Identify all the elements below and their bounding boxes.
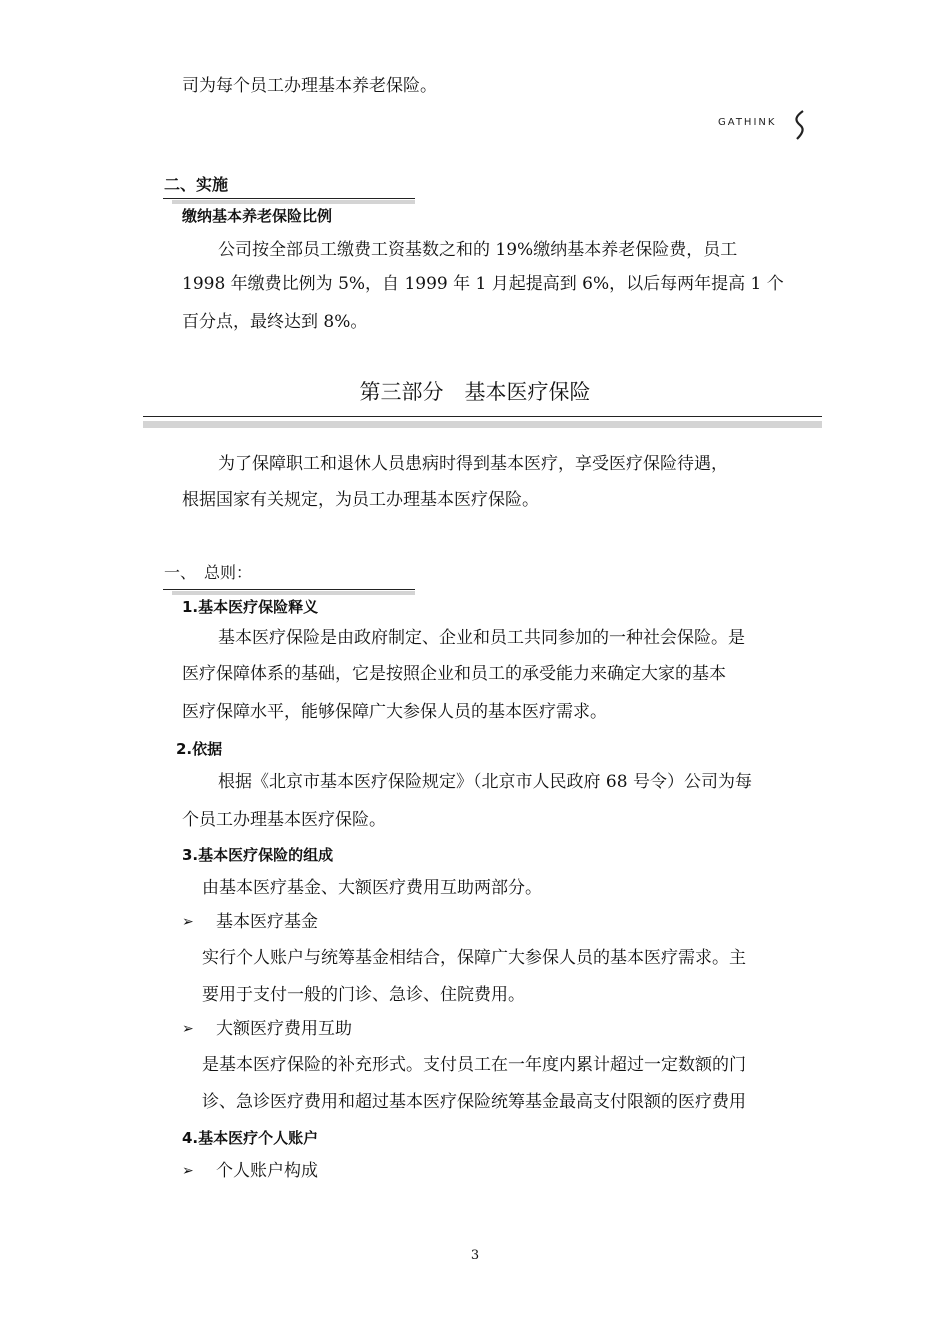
section-heading-implement: 二、实施 [164,175,229,194]
bullet-text: 是基本医疗保险的补充形式。支付员工在一年度内累计超过一定数额的门 [202,1055,746,1075]
item2-line: 根据《北京市基本医疗保险规定》（北京市人民政府 68 号令）公司为每 [218,772,752,792]
logo-text: GATHINK [718,117,777,128]
general-heading: 一、 总则： [164,563,253,582]
bullet-text: 诊、急诊医疗费用和超过基本医疗保险统筹基金最高支付限额的医疗费用 [202,1092,746,1112]
subheading-pension-ratio: 缴纳基本养老保险比例 [182,207,333,225]
bullet-label: 基本医疗基金 [216,912,318,932]
page-number: 3 [470,1248,480,1263]
divider-shadow [172,591,415,595]
bullet-label: 个人账户构成 [216,1161,318,1181]
bullet-label: 大额医疗费用互助 [216,1019,352,1039]
bullet-text: 实行个人账户与统筹基金相结合，保障广大参保人员的基本医疗需求。主 [202,948,746,968]
divider-shadow [172,200,415,204]
item3-heading: 3.基本医疗保险的组成 [182,846,334,864]
top-line: 司为每个员工办理基本养老保险。 [182,76,437,96]
s-swoosh-icon [792,110,808,140]
bullet-text: 要用于支付一般的门诊、急诊、住院费用。 [202,985,525,1005]
bullet-arrow-icon: ➢ [182,1163,194,1179]
item2-line: 个员工办理基本医疗保险。 [182,810,386,830]
bullet-arrow-icon: ➢ [182,914,194,930]
intro-line: 根据国家有关规定，为员工办理基本医疗保险。 [182,490,539,510]
item1-line: 医疗保障水平，能够保障广大参保人员的基本医疗需求。 [182,702,607,722]
item3-line: 由基本医疗基金、大额医疗费用互助两部分。 [202,878,542,898]
bullet-arrow-icon: ➢ [182,1021,194,1037]
gathink-logo [718,110,818,140]
item1-heading: 1.基本医疗保险释义 [182,598,319,616]
item2-heading: 2.依据 [176,740,223,758]
intro-line: 为了保障职工和退休人员患病时得到基本医疗，享受医疗保险待遇， [218,454,728,474]
para-line: 公司按全部员工缴费工资基数之和的 19%缴纳基本养老保险费，员工 [218,240,738,260]
divider [163,198,415,199]
part-title: 第三部分 基本医疗保险 [359,380,591,404]
title-bar [143,421,822,428]
divider [163,589,415,590]
para-line: 1998 年缴费比例为 5%，自 1999 年 1 月起提高到 6%，以后每两年提高 1 个 [182,274,784,294]
item1-line: 医疗保障体系的基础，它是按照企业和员工的承受能力来确定大家的基本 [182,664,726,684]
para-line: 百分点，最终达到 8%。 [182,312,368,332]
item4-heading: 4.基本医疗个人账户 [182,1129,319,1147]
title-rule [143,416,822,417]
item1-line: 基本医疗保险是由政府制定、企业和员工共同参加的一种社会保险。是 [218,628,745,648]
